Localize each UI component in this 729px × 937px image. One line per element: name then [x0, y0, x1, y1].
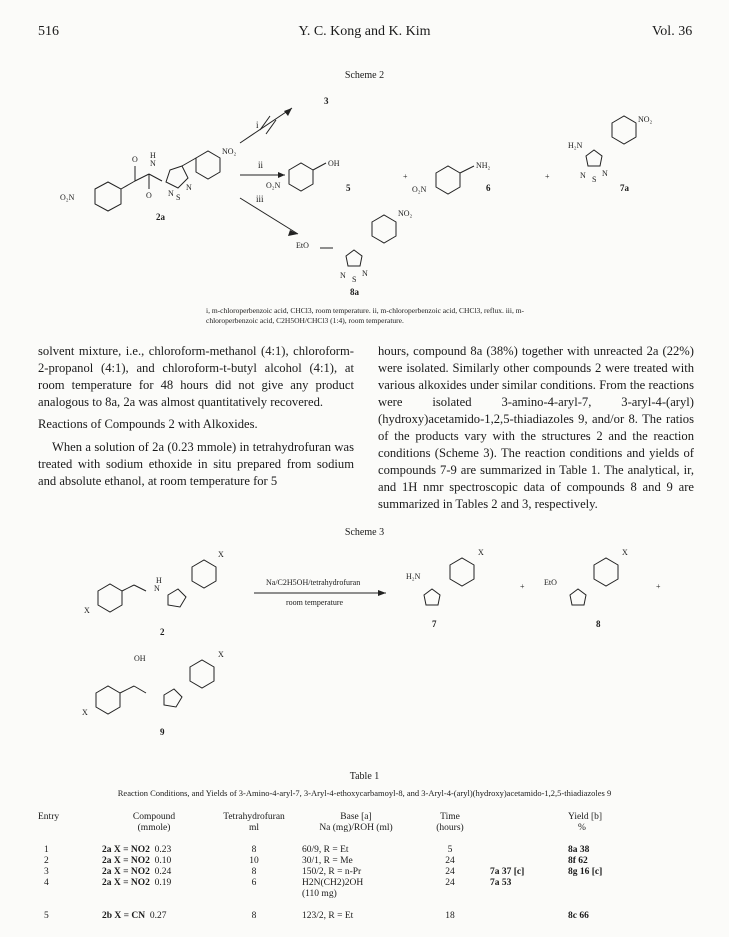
- svg-text:X: X: [478, 548, 484, 557]
- benzene-ring: [196, 151, 220, 179]
- thiadiazole-ring: [166, 166, 188, 188]
- svg-text:S: S: [352, 275, 357, 284]
- svg-text:N: N: [150, 159, 156, 168]
- header-base: Base [a]: [340, 812, 372, 822]
- svg-text:N: N: [362, 269, 368, 278]
- header-compound: Compound: [132, 812, 176, 822]
- svg-text:NO₂: NO₂: [638, 115, 653, 124]
- svg-text:+: +: [403, 172, 408, 181]
- page-number: 516: [38, 24, 59, 39]
- scheme2-caption: i, m-chloroperbenzoic acid, CHCl3, room temperature. ii, m-chloroperbenzoic acid, CHCl3, reflux. iii, m-chloroperbenzoic acid, C2H5OH/CHCl3 (1:4), room temperature.: [206, 306, 525, 325]
- svg-text:H₂N: H₂N: [406, 572, 421, 581]
- svg-text:O₂N: O₂N: [60, 193, 75, 202]
- label-8: 8: [596, 619, 601, 629]
- svg-text:N: N: [580, 171, 586, 180]
- svg-text:H: H: [156, 576, 162, 585]
- arrowhead: [278, 172, 285, 178]
- benzene-ring: [594, 558, 618, 586]
- svg-text:+: +: [520, 582, 525, 591]
- table-row: 3 2a X = NO2 0.24 8 150/2, R = n-Pr 24 7a 37 [c] 8g 16 [c]: [44, 867, 603, 877]
- benzene-ring: [372, 215, 396, 243]
- svg-text:H₂N: H₂N: [568, 141, 583, 150]
- section-heading: Reactions of Compounds 2 with Alkoxides.: [38, 417, 258, 431]
- scheme2-title: Scheme 2: [344, 70, 385, 81]
- benzene-ring: [98, 584, 122, 612]
- svg-text:EtO: EtO: [296, 241, 309, 250]
- svg-text:X: X: [84, 606, 90, 615]
- svg-text:EtO: EtO: [544, 578, 557, 587]
- header-time-sub: (hours): [436, 823, 464, 833]
- benzene-ring: [95, 182, 121, 211]
- label-2a: 2a: [156, 212, 165, 222]
- svg-text:O: O: [132, 155, 138, 164]
- scheme3-reagent: Na/C2H5OH/tetrahydrofuran: [266, 578, 361, 587]
- header-yield-sub: %: [578, 823, 586, 833]
- thiadiazole-ring: [164, 689, 182, 707]
- label-i: i: [256, 120, 259, 130]
- table-row-continuation: (110 mg): [302, 889, 337, 899]
- header-base-sub: Na (mg)/ROH (ml): [319, 823, 393, 833]
- svg-text:X: X: [218, 550, 224, 559]
- svg-text:H: H: [150, 151, 156, 160]
- scheme3-condition: room temperature: [286, 598, 344, 607]
- benzene-ring: [436, 166, 460, 194]
- svg-text:OH: OH: [134, 654, 146, 663]
- svg-text:N: N: [186, 183, 192, 192]
- benzene-ring: [96, 686, 120, 714]
- label-ii: ii: [258, 160, 264, 170]
- label-2: 2: [160, 627, 165, 637]
- table1-title: Reaction Conditions, and Yields of 3-Amino-4-aryl-7, 3-Aryl-4-ethoxycarbamoyl-8, and 3-Aryl-4-(aryl)(hydroxy)acetamido-1,2,5-thiadiazoles 9: [117, 788, 612, 798]
- table-row: 1 2a X = NO2 0.23 8 60/9, R = Et 5 8a 38: [44, 845, 590, 855]
- svg-text:N: N: [154, 584, 160, 593]
- arrowhead: [284, 108, 292, 116]
- thiadiazole-ring: [346, 250, 362, 266]
- svg-text:NO₂: NO₂: [222, 147, 237, 156]
- svg-text:O₂N: O₂N: [412, 185, 427, 194]
- benzene-ring: [289, 163, 313, 191]
- paragraph: solvent mixture, i.e., chloroform-methanol (4:1), chloroform-2-propanol (4:1), and chloroform-t-butyl alcohol (4:1), at room temperature for 48 hours did not give any product analogous to 8a, 2a was almost quantitatively recovered.: [38, 344, 354, 409]
- benzene-ring: [190, 660, 214, 688]
- header-entry: Entry: [38, 812, 60, 822]
- table-row: 4 2a X = NO2 0.19 6 H2N(CH2)2OH 24 7a 53: [44, 878, 512, 888]
- header-time: Time: [440, 812, 460, 822]
- scheme3-diagram: [0, 543, 729, 765]
- table-row: 5 2b X = CN 0.27 8 123/2, R = Et 18 8c 66: [44, 911, 589, 921]
- table1: [34, 812, 632, 922]
- table-header-row: [34, 812, 632, 823]
- svg-text:NO₂: NO₂: [398, 209, 413, 218]
- header-thf: Tetrahydrofuran: [223, 812, 285, 822]
- svg-text:S: S: [176, 193, 181, 202]
- arrow-i: [240, 108, 292, 143]
- svg-text:N: N: [340, 271, 346, 280]
- svg-text:O₂N: O₂N: [266, 181, 281, 190]
- svg-text:X: X: [82, 708, 88, 717]
- svg-text:N: N: [168, 189, 174, 198]
- paragraph: hours, compound 8a (38%) together with unreacted 2a (22%) were isolated. Similarly other compounds 2 were treated with various alkoxides under similar conditions. From the reactions were isolated 3-amino-4-aryl-7, 3-aryl-4-(aryl)(hydroxy)acetamido-1,2,5-thiadiazoles 9, and/or 8. The ratios of the products vary with the structures 2 and the reaction conditions (Scheme 3). The reaction conditions and yields of compounds 7-9 are summarized in Table 1. The analytical, ir, and 1H nmr spectroscopic data of compounds 8 and 9 are summarized in Tables 2 and 3, respectively.: [378, 344, 694, 511]
- label-iii: iii: [256, 194, 264, 204]
- label-9: 9: [160, 727, 165, 737]
- table-subheader-row: [34, 823, 632, 834]
- svg-text:O: O: [146, 191, 152, 200]
- header-compound-sub: (mmole): [137, 823, 171, 833]
- running-authors: Y. C. Kong and K. Kim: [298, 24, 431, 39]
- benzene-ring: [450, 558, 474, 586]
- benzene-ring: [192, 560, 216, 588]
- arrow-iii: [240, 198, 298, 234]
- header-thf-sub: ml: [248, 823, 260, 833]
- right-column: [378, 343, 694, 513]
- svg-text:+: +: [545, 172, 550, 181]
- label-7: 7: [432, 619, 437, 629]
- label-3: 3: [324, 96, 329, 106]
- svg-text:X: X: [218, 650, 224, 659]
- thiadiazole-ring: [168, 589, 186, 607]
- svg-text:+: +: [656, 582, 661, 591]
- table-row: 2 2a X = NO2 0.10 10 30/1, R = Me 24 8f 62: [44, 856, 588, 866]
- thiadiazole-ring: [424, 589, 440, 605]
- benzene-ring: [612, 116, 636, 144]
- svg-text:N: N: [602, 169, 608, 178]
- label-6: 6: [486, 183, 491, 193]
- volume-label: Vol. 36: [652, 24, 693, 39]
- label-8a: 8a: [350, 287, 359, 297]
- label-7a: 7a: [620, 183, 629, 193]
- svg-text:X: X: [622, 548, 628, 557]
- left-column: [38, 343, 354, 490]
- label-5: 5: [346, 183, 351, 193]
- scheme3-title: Scheme 3: [344, 527, 385, 538]
- paragraph: When a solution of 2a (0.23 mmole) in tetrahydrofuran was treated with sodium ethoxide in situ prepared from sodium and absolute ethanol, at room temperature for 5: [38, 440, 354, 488]
- arrowhead: [378, 590, 386, 596]
- header-yield: Yield [b]: [568, 812, 603, 822]
- svg-text:NH₂: NH₂: [476, 161, 491, 170]
- svg-text:OH: OH: [328, 159, 340, 168]
- svg-text:S: S: [592, 175, 597, 184]
- thiadiazole-ring: [586, 150, 602, 166]
- table1-number: Table 1: [349, 771, 380, 782]
- thiadiazole-ring: [570, 589, 586, 605]
- scheme2-diagram: [0, 88, 729, 310]
